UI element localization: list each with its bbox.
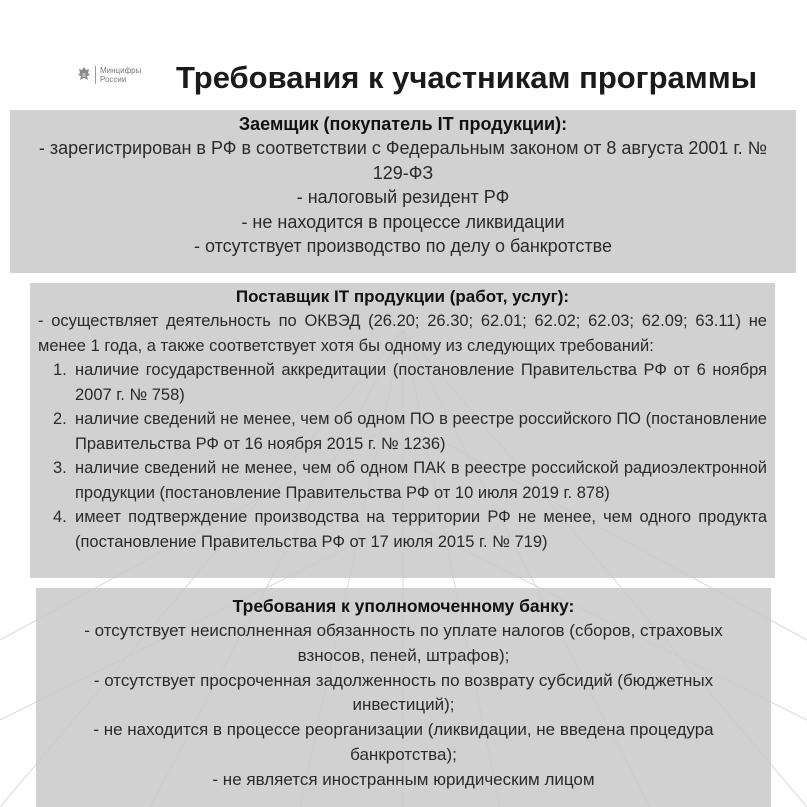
logo-line-1: Минцифры [100, 66, 142, 75]
supplier-intro: - осуществляет деятельность по ОКВЭД (26.20; 26.30; 62.01; 62.02; 62.03; 62.09; 63.11) не менее 1 года, а также соответствует хотя бы одному из следующих требований: [38, 312, 767, 355]
list-item-number: 1. [53, 361, 67, 379]
eagle-emblem-icon [77, 66, 91, 84]
supplier-requirements-panel [30, 283, 775, 578]
bank-line: - не находится в процессе реорганизации (ликвидации, не введена процедура [93, 720, 714, 740]
bank-line: банкротства); [350, 744, 457, 764]
list-item-text: наличие сведений не менее, чем об одном ПАК в реестре российской радиоэлектронной продукции (постановление Правительства РФ от 10 июля 2019 г. 878) [75, 459, 767, 502]
list-item [38, 407, 767, 456]
list-item [38, 456, 767, 505]
list-item-number: 3. [53, 459, 67, 477]
bank-line: инвестиций); [352, 695, 455, 715]
bank-requirements-panel [36, 588, 771, 807]
logo-text [100, 66, 141, 84]
logo-line-2: России [100, 75, 127, 84]
list-item-number: 2. [53, 410, 67, 428]
borrower-line: - налоговый резидент РФ [296, 187, 510, 207]
borrower-line: - не находится в процессе ликвидации [241, 211, 565, 232]
bank-line: - не является иностранным юридическим лицом [212, 769, 595, 789]
ministry-logo [77, 64, 141, 86]
supplier-heading: Поставщик IT продукции (работ, услуг): [235, 287, 570, 306]
list-item [38, 505, 767, 554]
borrower-heading: Заемщик (покупатель IT продукции): [238, 114, 568, 134]
list-item-text: имеет подтверждение производства на территории РФ не менее, чем одного продукта (постановление Правительства РФ от 17 июля 2015 г. № 719) [75, 508, 767, 551]
borrower-line: 129-ФЗ [372, 162, 434, 183]
bank-heading: Требования к уполномоченному банку: [232, 596, 575, 616]
list-item-text: наличие сведений не менее, чем об одном ПО в реестре российского ПО (постановление Правительства РФ от 16 ноября 2015 г. № 1236) [75, 410, 767, 453]
list-item [38, 358, 767, 407]
borrower-requirements-panel [10, 110, 796, 273]
borrower-line: - отсутствует производство по делу о банкротстве [194, 236, 612, 256]
page-title: Требования к участникам программы [176, 60, 758, 95]
list-item-number: 4. [53, 508, 67, 526]
borrower-line: - зарегистрирован в РФ в соответствии с Федеральным законом от 8 августа 2001 г. № [38, 138, 768, 158]
supplier-requirements-list [38, 358, 767, 554]
list-item-text: наличие государственной аккредитации (постановление Правительства РФ от 6 ноября 2007 г. № 758) [75, 361, 767, 404]
bank-line: - отсутствует просроченная задолженность по возврату субсидий (бюджетных [93, 670, 714, 690]
bank-line: взносов, пеней, штрафов); [297, 645, 510, 665]
logo-divider [95, 66, 96, 84]
bank-line: - отсутствует неисполненная обязанность по уплате налогов (сборов, страховых [84, 621, 723, 640]
